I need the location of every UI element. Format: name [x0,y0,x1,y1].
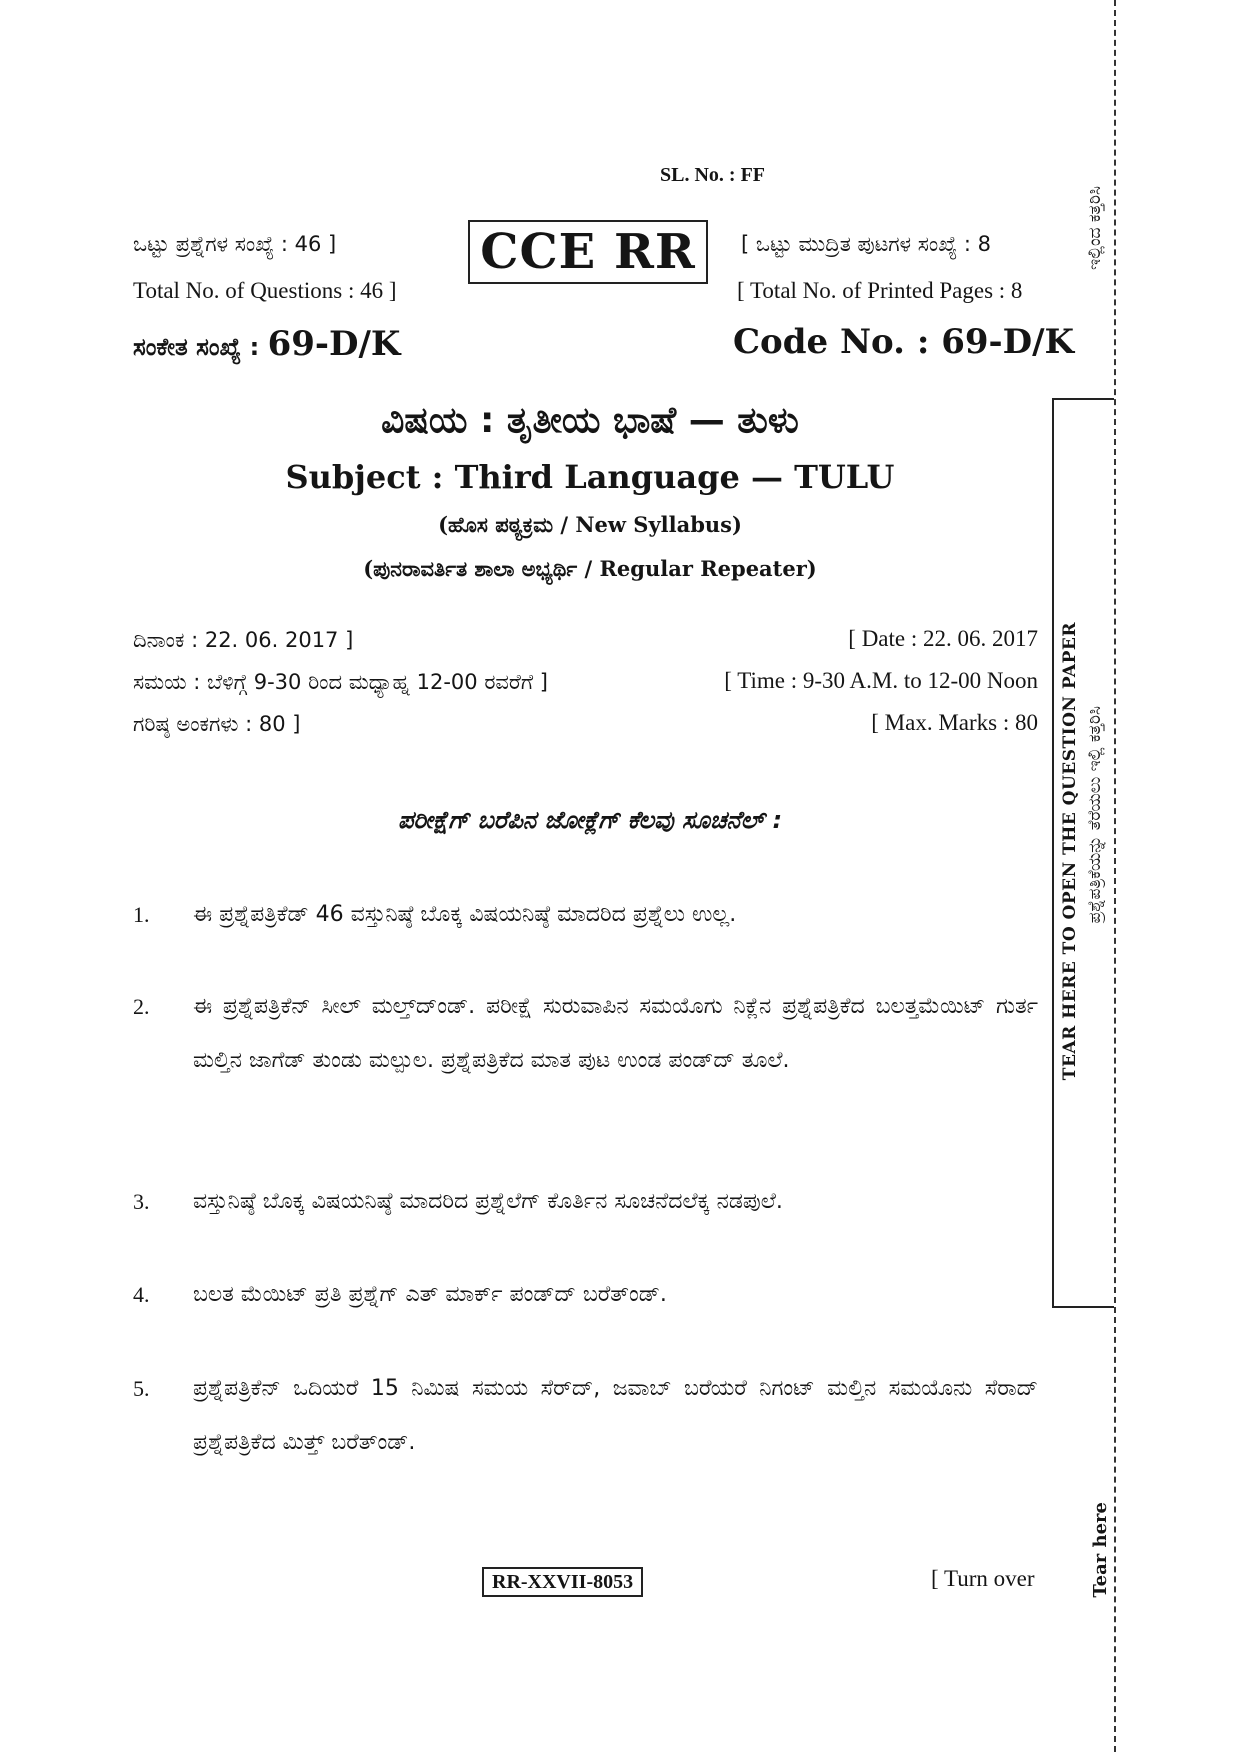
instruction-text: ವಸ್ತುನಿಷ್ಠೆ ಬೊಕ್ಕ ವಿಷಯನಿಷ್ಠೆ ಮಾದರಿದ ಪ್ರಶ್ನೆಲೆಗ್ ಕೊರ್ತಿನ ಸೂಚನೆದಲೆಕ್ಕ ನಡಪುಲೆ. [193,1189,783,1214]
date-kn: ದಿನಾಂಕ : 22. 06. 2017 ] [133,628,354,652]
instruction-number: 1. [133,902,150,927]
instruction-number: 2. [133,994,150,1019]
instruction-number: 4. [133,1282,150,1307]
total-questions-kn: ಒಟ್ಟು ಪ್ರಶ್ನೆಗಳ ಸಂಖ್ಯೆ : 46 ] [133,232,337,256]
code-number-en: Code No. : 69-D/K [733,322,1075,362]
tear-dashed-line [1114,0,1116,1752]
tear-instruction-kn: ಪ್ರಶ್ನೆಪತ್ರಿಕೆಯನ್ನು ತೆರೆಯಲು ಇಲ್ಲಿ ಕತ್ತರಿಸಿ [1085,706,1105,924]
instruction-item [133,1362,1038,1470]
code-value-kn: 69-D/K [267,324,401,364]
instruction-text: ಈ ಪ್ರಶ್ನೆಪತ್ರಿಕೆಡ್ 46 ವಸ್ತುನಿಷ್ಠೆ ಬೊಕ್ಕ ವಿಷಯನಿಷ್ಠೆ ಮಾದರಿದ ಪ್ರಶ್ನೆಲು ಉಲ್ಲ. [193,902,737,927]
instruction-text: ಪ್ರಶ್ನೆಪತ್ರಿಕೆನ್ ಒದಿಯರೆ 15 ನಿಮಿಷ ಸಮಯ ಸೆರ್‌ದ್, ಜವಾಬ್ ಬರೆಯರೆ ನಿಗಂಟ್ ಮಲ್ತಿನ ಸಮಯೊನು ಸೆರಾದ್ ಪ್ರಶ್ನೆಪತ್ರಿಕೆದ ಮಿತ್ತ್ ಬರೆತ್‌ಂಡ್. [193,1376,1038,1455]
instruction-number: 3. [133,1189,150,1214]
total-questions-en: Total No. of Questions : 46 ] [133,278,397,303]
printed-pages-en: [ Total No. of Printed Pages : 8 [737,278,1023,303]
paper-code-box: RR-XXVII-8053 [482,1567,643,1597]
cut-here-kn: ಇಲ್ಲಿಂದ ಕತ್ತರಿಸಿ [1085,186,1105,270]
instructions-title: ಪರೀಕ್ಷೆಗ್ ಬರೆಪಿನ ಜೋಕ್ಲೆಗ್ ಕೆಲವು ಸೂಚನೆಲ್ : [397,806,783,834]
instruction-item [133,888,1038,942]
exam-type-box: CCE RR [468,220,708,284]
date-en: [ Date : 22. 06. 2017 [848,626,1038,651]
subject-title-kn: ವಿಷಯ : ತೃತೀಯ ಭಾಷೆ — ತುಳು [381,400,799,441]
max-marks-kn: ಗರಿಷ್ಠ ಅಂಕಗಳು : 80 ] [133,712,301,736]
max-marks-en: [ Max. Marks : 80 [871,710,1038,735]
syllabus-label: (ಹೊಸ ಪಠ್ಯಕ್ರಮ / New Syllabus) [438,512,742,537]
tear-here-label: Tear here [1090,1502,1111,1598]
candidate-type-label: (ಪುನರಾವರ್ತಿತ ಶಾಲಾ ಅಭ್ಯರ್ಥಿ / Regular Repeater) [363,556,817,581]
instruction-number: 5. [133,1376,150,1401]
subject-title-en: Subject : Third Language — TULU [285,458,895,496]
instruction-item [133,980,1038,1088]
instruction-text: ಈ ಪ್ರಶ್ನೆಪತ್ರಿಕೆನ್ ಸೀಲ್ ಮಲ್ತ್‌ದ್‌ಂಡ್. ಪರೀಕ್ಷೆ ಸುರುವಾಪಿನ ಸಮಯೊಗು ನಿಕ್ಲೆನ ಪ್ರಶ್ನೆಪತ್ರಿಕೆದ ಬಲತ್ತಮೆಯಿಟ್ ಗುರ್ತ ಮಲ್ತಿನ ಜಾಗೆಡ್ ತುಂಡು ಮಲ್ಪುಲ. ಪ್ರಶ್ನೆಪತ್ರಿಕೆದ ಮಾತ ಪುಟ ಉಂಡ ಪಂಡ್‌ದ್ ತೂಲೆ. [193,994,1038,1073]
instruction-item [133,1268,1038,1322]
code-label-kn: ಸಂಕೇತ ಸಂಖ್ಯೆ : [133,333,260,361]
serial-number: SL. No. : FF [660,164,765,186]
code-number-kn [133,324,400,364]
tear-instruction-en: TEAR HERE TO OPEN THE QUESTION PAPER [1060,622,1080,1081]
time-kn: ಸಮಯ : ಬೆಳಿಗ್ಗೆ 9-30 ರಿಂದ ಮಧ್ಯಾಹ್ನ 12-00 ರವರೆಗೆ ] [133,670,548,694]
time-en: [ Time : 9-30 A.M. to 12-00 Noon [724,668,1038,693]
instruction-item [133,1175,1038,1229]
turn-over-label: [ Turn over [931,1566,1035,1591]
printed-pages-kn: [ ಒಟ್ಟು ಮುದ್ರಿತ ಪುಟಗಳ ಸಂಖ್ಯೆ : 8 [741,232,992,256]
instruction-text: ಬಲತ ಮೆಯಿಟ್ ಪ್ರತಿ ಪ್ರಶ್ನೆಗ್ ಎತ್ ಮಾರ್ಕ್ ಪಂಡ್‌ದ್ ಬರೆತ್‌ಂಡ್. [193,1282,667,1307]
